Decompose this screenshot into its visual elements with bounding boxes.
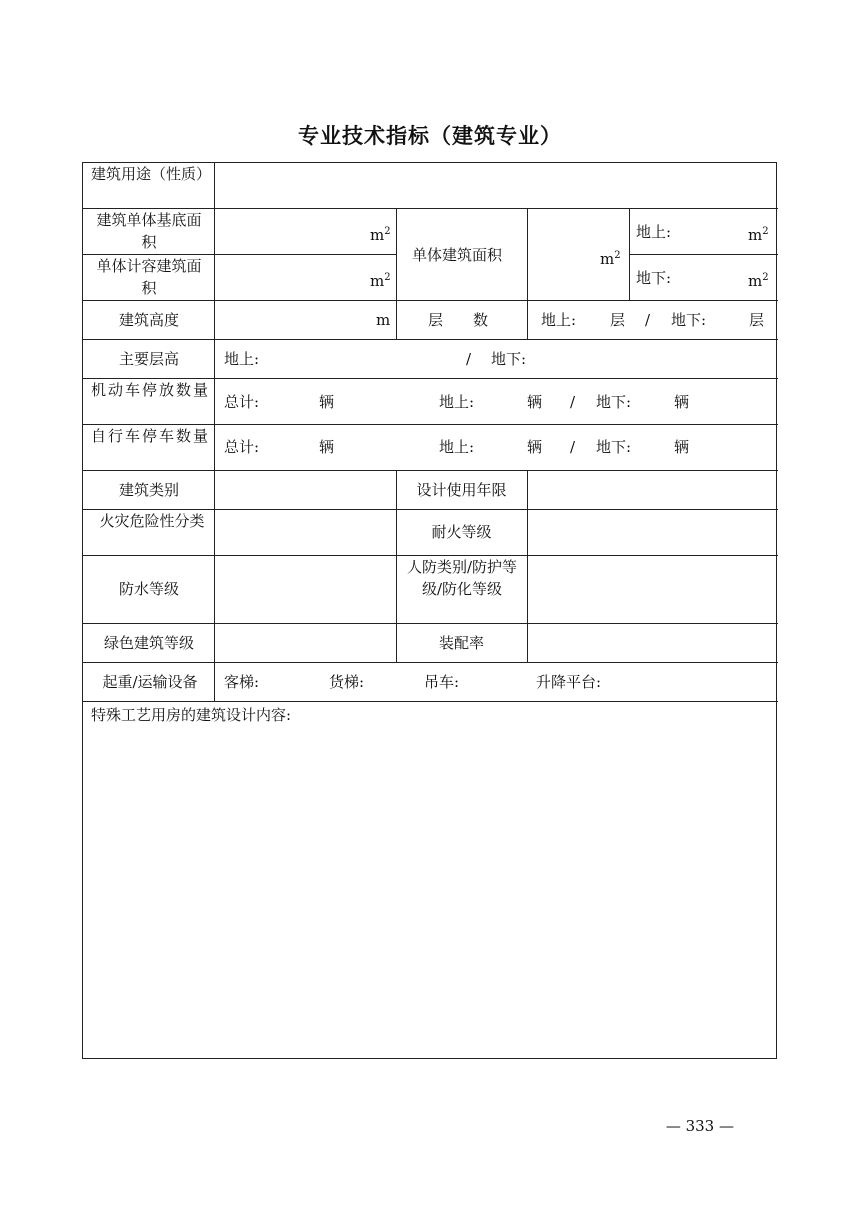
floors-above-label: 地上: (541, 311, 577, 329)
floors-below-unit: 层 (749, 311, 765, 329)
row-divider (83, 300, 778, 301)
floors-above-unit: 层 (610, 311, 626, 329)
fire-risk-label: 火灾危险性分类 (99, 512, 205, 530)
fire-rating-label: 耐火等级 (431, 523, 492, 541)
vehicle-total-label: 总计: (224, 393, 260, 411)
platform-label: 升降平台: (536, 673, 602, 691)
waterproof-label: 防水等级 (118, 580, 179, 598)
vehicle-below-label: 地下: (596, 393, 632, 411)
bike-above-label: 地上: (439, 438, 475, 456)
row-divider (629, 254, 778, 255)
indicator-form (82, 162, 777, 1059)
column-divider (629, 208, 630, 300)
page-number: — 333 — (665, 1117, 734, 1135)
vehicle-label: 机动车停放数量 (91, 381, 211, 399)
height-unit: m (376, 311, 391, 329)
bike-total-label: 总计: (224, 438, 260, 456)
green-label: 绿色建筑等级 (103, 634, 194, 652)
floors-slash: / (645, 311, 651, 329)
floors-label: 层 数 (428, 311, 489, 329)
row-divider (83, 701, 778, 702)
row-divider (83, 623, 778, 624)
category-label: 建筑类别 (118, 481, 179, 499)
floors-below-label: 地下: (671, 311, 707, 329)
storey-slash: / (466, 350, 472, 368)
vehicle-above-unit: 辆 (527, 393, 543, 411)
row-divider (83, 662, 778, 663)
passenger-lift-label: 客梯: (224, 673, 260, 691)
far-area-label: 单体计容建筑面积 (96, 257, 202, 297)
column-divider (527, 470, 528, 662)
single-area-unit: $m^2$ (600, 250, 621, 268)
height-label: 建筑高度 (118, 311, 179, 329)
freight-lift-label: 货梯: (329, 673, 365, 691)
lifting-label: 起重/运输设备 (102, 673, 198, 691)
storey-height-label: 主要层高 (118, 350, 179, 368)
bike-total-unit: 辆 (319, 438, 335, 456)
storey-below-label: 地下: (491, 350, 527, 368)
special-label: 特殊工艺用房的建筑设计内容: (91, 706, 292, 724)
above-area-unit: $m^2$ (748, 226, 769, 244)
bike-slash: / (570, 438, 576, 456)
base-area-label: 建筑单体基底面积 (96, 211, 202, 251)
row-divider (83, 339, 778, 340)
bike-below-label: 地下: (596, 438, 632, 456)
far-area-unit: $m^2$ (370, 272, 391, 290)
row-divider (83, 470, 778, 471)
single-area-label: 单体建筑面积 (412, 246, 503, 264)
vehicle-above-label: 地上: (439, 393, 475, 411)
column-divider (214, 163, 215, 701)
vehicle-below-unit: 辆 (674, 393, 690, 411)
above-area-label: 地上: (636, 223, 672, 241)
vehicle-slash: / (570, 393, 576, 411)
bike-above-unit: 辆 (527, 438, 543, 456)
below-area-label: 地下: (636, 269, 672, 287)
page-title: 专业技术指标（建筑专业） (298, 124, 562, 148)
storey-above-label: 地上: (224, 350, 260, 368)
bike-label: 自行车停车数量 (91, 427, 211, 445)
crane-label: 吊车: (424, 673, 460, 691)
civil-defense-label: 人防类别/防护等级/防化等级 (406, 558, 518, 598)
column-divider (396, 470, 397, 662)
column-divider (396, 208, 397, 339)
bike-below-unit: 辆 (674, 438, 690, 456)
design-life-label: 设计使用年限 (416, 481, 507, 499)
base-area-unit: $m^2$ (370, 226, 391, 244)
column-divider (527, 208, 528, 339)
below-area-unit: $m^2$ (748, 272, 769, 290)
vehicle-total-unit: 辆 (319, 393, 335, 411)
use-label: 建筑用途（性质） (91, 165, 212, 183)
assembly-label: 装配率 (438, 634, 484, 652)
